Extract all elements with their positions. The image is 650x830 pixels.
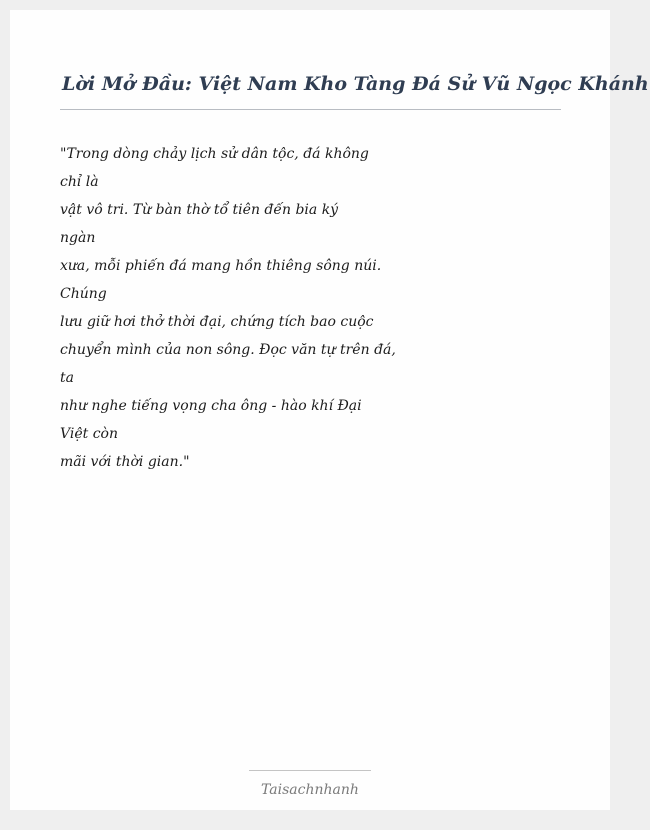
page-title: Lời Mở Đầu: Việt Nam Kho Tàng Đá Sử Vũ Ngọc Khánh — [62, 73, 649, 95]
body-line: ngàn — [60, 230, 96, 246]
quote-body — [60, 140, 396, 476]
body-line: Chúng — [60, 286, 107, 302]
footer-brand: Taisachnhanh — [261, 782, 359, 798]
body-line: chỉ là — [60, 174, 99, 190]
body-line: mãi với thời gian." — [60, 454, 190, 470]
body-line: ta — [60, 370, 74, 386]
body-line: lưu giữ hơi thở thời đại, chứng tích bao cuộc — [60, 314, 374, 330]
body-line: xưa, mỗi phiến đá mang hồn thiêng sông núi. — [60, 258, 382, 274]
body-line: Việt còn — [60, 426, 118, 442]
body-line: chuyển mình của non sông. Đọc văn tự trên đá, — [60, 342, 396, 358]
body-line: như nghe tiếng vọng cha ông - hào khí Đại — [60, 398, 362, 414]
document-page — [10, 10, 649, 810]
body-line: "Trong dòng chảy lịch sử dân tộc, đá không — [60, 146, 369, 162]
body-line: vật vô tri. Từ bàn thờ tổ tiên đến bia ký — [60, 202, 339, 218]
title-divider — [60, 109, 561, 110]
footer-divider — [249, 770, 371, 771]
